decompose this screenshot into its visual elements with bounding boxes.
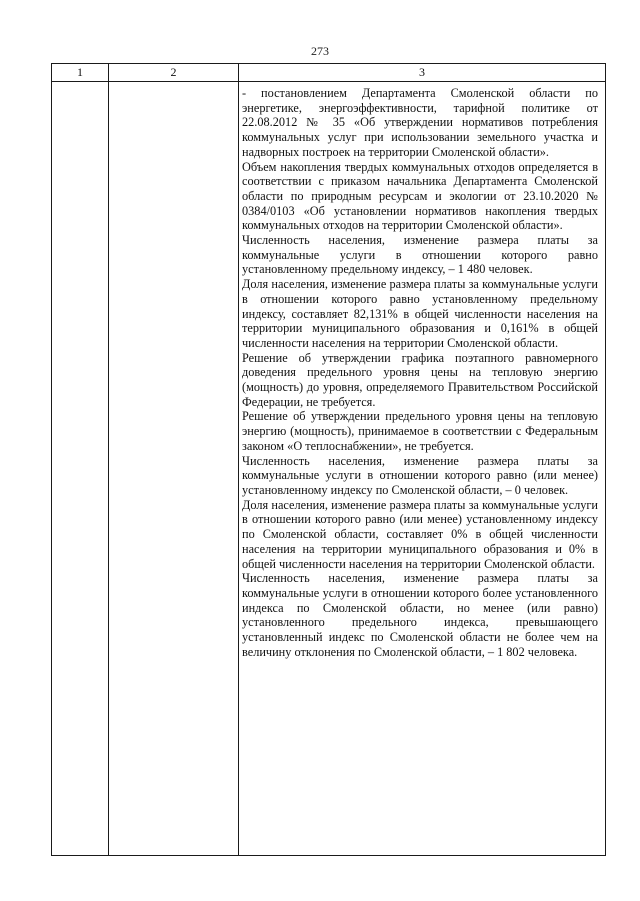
paragraph: - постановлением Департамента Смоленской области по энергетике, энергоэффективности, тарифной политике от 22.08.2012 № 35 «Об утверждении нормативов потребления коммунальных услуг при использовании земельного участка и надворных построек на территории Смоленской области».: [242, 86, 598, 159]
column-divider: [108, 64, 109, 855]
paragraph: Доля населения, изменение размера платы за коммунальные услуги в отношении которого равно установленному предельному индексу, составляет 82,131% в общей численности населения на территории муниципального образования и 0,161% в общей численности населения на территории Смоленской области.: [242, 277, 598, 350]
column-3-content: [242, 86, 598, 659]
paragraph: Численность населения, изменение размера платы за коммунальные услуги в отношении которого равно установленному предельному индексу, – 1 480 человек.: [242, 233, 598, 277]
paragraph: Численность населения, изменение размера платы за коммунальные услуги в отношении которого более установленного индекса по Смоленской области, но менее (или равно) установленного предельного индекса, превышающего установленный индекс по Смоленской области не более чем на величину отклонения по Смоленской области, – 1 802 человека.: [242, 571, 598, 659]
column-header-3: 3: [419, 65, 425, 79]
document-table: [51, 63, 606, 856]
page-number: 273: [311, 44, 329, 58]
header-divider: [52, 81, 605, 82]
paragraph: Объем накопления твердых коммунальных отходов определяется в соответствии с приказом начальника Департамента Смоленской области по природным ресурсам и экологии от 23.10.2020 № 0384/0103 «Об установлении нормативов накопления твердых коммунальных отходов на территории Смоленской области».: [242, 159, 598, 233]
paragraph: Решение об утверждении графика поэтапного равномерного доведения предельного уровня цены на тепловую энергию (мощность) до уровня, определяемого Правительством Российской Федерации, не требуется.: [242, 350, 598, 409]
column-header-1: 1: [77, 65, 83, 79]
paragraph: Численность населения, изменение размера платы за коммунальные услуги в отношении которого равно (или менее) установленному индексу по Смоленской области, – 0 человек.: [242, 453, 598, 497]
paragraph: Решение об утверждении предельного уровня цены на тепловую энергию (мощность), принимаемое в соответствии с Федеральным законом «О теплоснабжении», не требуется.: [242, 409, 598, 453]
paragraph: Доля населения, изменение размера платы за коммунальные услуги в отношении которого равно (или менее) установленному индексу по Смоленской области, составляет 0% в общей численности населения на территории муниципального образования и 0% в общей численности населения на территории Смоленской области.: [242, 497, 598, 571]
column-header-2: 2: [170, 65, 177, 79]
column-divider: [238, 64, 239, 855]
